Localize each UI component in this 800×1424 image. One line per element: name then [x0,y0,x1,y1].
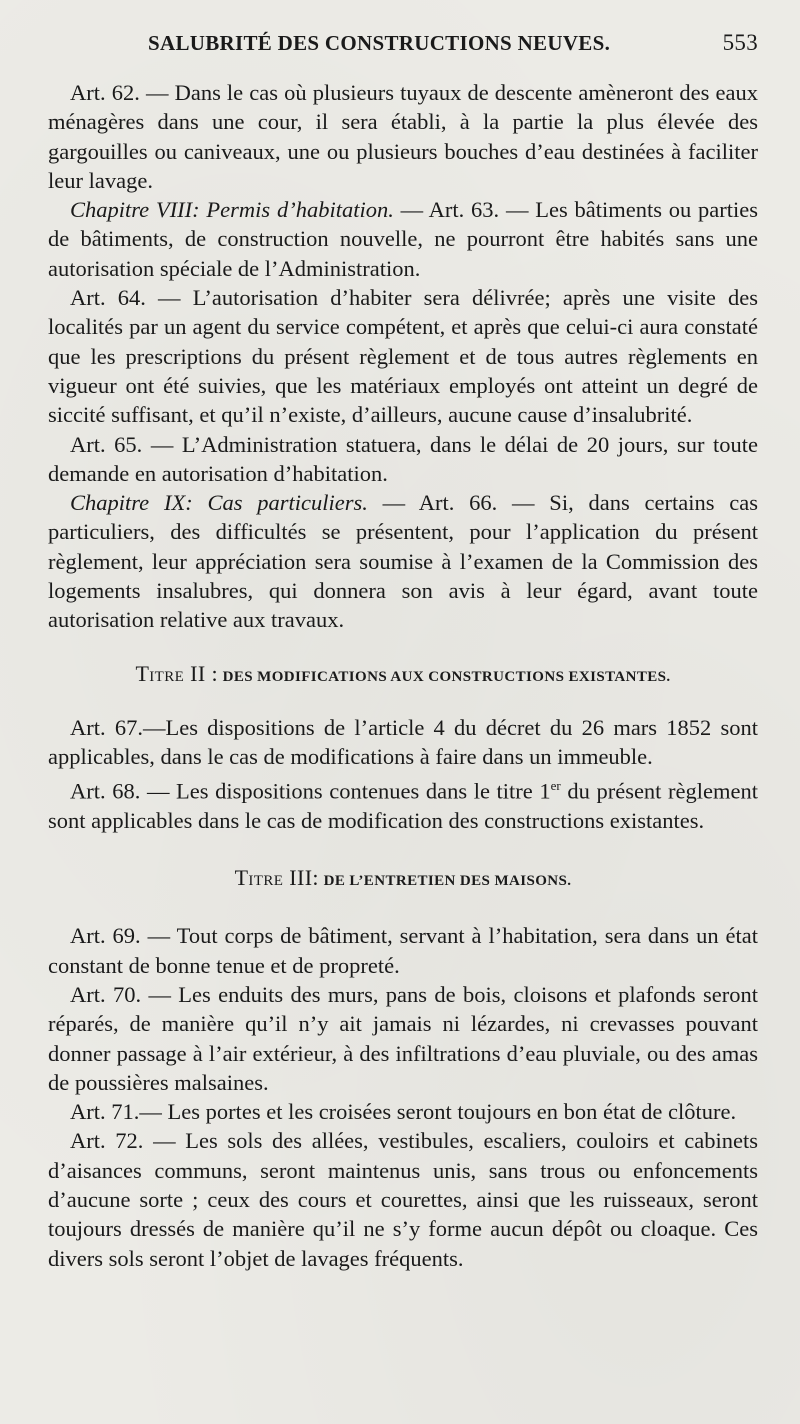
article-69: Art. 69. — Tout corps de bâtiment, servant à l’habitation, sera dans un état constant de bonne tenue et de propreté. [48,923,758,978]
titre-3-lead: Titre III: [234,865,319,891]
running-head [148,30,758,78]
chapter-9-heading: Chapitre IX: Cas particuliers. [70,490,368,516]
titre-3-rest: DE L’ENTRETIEN DES MAISONS. [323,873,572,890]
article-67: Art. 67.—Les dispositions de l’article 4 du décret du 26 mars 1852 sont applicables, dans le cas de modifications à faire dans un immeuble. [48,714,758,769]
article-66-text: — Art. 66. — Si, dans certains cas particuliers, des difficultés se présentent, pour l’application du présent règlement, leur appréciation sera soumise à l’examen de la Commission des logements insalubres, qui donnera son avis à leur égard, avant toute autorisation relative aux travaux. [48,490,758,633]
article-68-a: Art. 68. — Les dispositions contenues dans le titre 1 [70,778,551,804]
article-63-text: — Art. 63. — Les bâtiments ou parties de bâtiments, de construction nouvelle, ne pourront être habités sans une autorisation spéciale de l’Administration. [48,197,759,281]
article-68-sup: er [550,778,561,794]
article-64: Art. 64. — L’autorisation d’habiter sera délivrée; après une visite des localités par un agent du service compétent, et après que celui-ci aura constaté que les prescriptions du présent règlement et de tous autres règlements en vigueur ont été suivies, que les matériaux employés ont atteint un degré de siccité suffisant, et qu’il n’existe, d’ailleurs, aucune cause d’insalubrité. [48,285,758,428]
article-66 [48,488,758,634]
article-68-b: du présent règlement sont applicables dans le cas de modification des constructions existantes. [48,778,758,834]
article-62: Art. 62. — Dans le cas où plusieurs tuyaux de descente amèneront des eaux ménagères dans une cour, il sera établi, à la partie la plus élevée des gargouilles ou caniveaux, une ou plusieurs bouches d’eau destinées à faciliter leur lavage. [48,80,758,193]
article-71: Art. 71.— Les portes et les croisées seront toujours en bon état de clôture. [70,1099,737,1125]
article-65: Art. 65. — L’Administration statuera, dans le délai de 20 jours, sur toute demande en autorisation d’habitation. [48,431,758,486]
titre-2-lead: Titre II : [135,660,218,686]
titre-2-rest: DES MODIFICATIONS AUX CONSTRUCTIONS EXISTANTES. [222,668,671,685]
article-70: Art. 70. — Les enduits des murs, pans de bois, cloisons et plafonds seront réparés, de manière qu’il n’y ait jamais ni lézardes, ni crevasses pouvant donner passage à l’air extérieur, à des infiltrations d’eau pluviale, ou des amas de poussières malsaines. [48,981,758,1095]
article-72: Art. 72. — Les sols des allées, vestibules, escaliers, couloirs et cabinets d’aisances communs, seront maintenus unis, sans trous ou enfoncements d’aucune sorte ; ceux des cours et courettes, ainsi que les ruisseaux, seront toujours dressés de manière qu’il ne s’y forme aucun dépôt ou cloaque. Ces divers sols seront l’objet de lavages fréquents. [48,1128,758,1271]
running-title: SALUBRITÉ DES CONSTRUCTIONS NEUVES. [148,31,611,55]
page-number: 553 [722,30,758,55]
titre-3-heading [48,865,758,891]
article-68 [48,771,758,835]
article-63 [48,195,758,283]
titre-2-heading [48,661,758,687]
chapter-8-heading: Chapitre VIII: Permis d’habitation. [70,197,394,223]
